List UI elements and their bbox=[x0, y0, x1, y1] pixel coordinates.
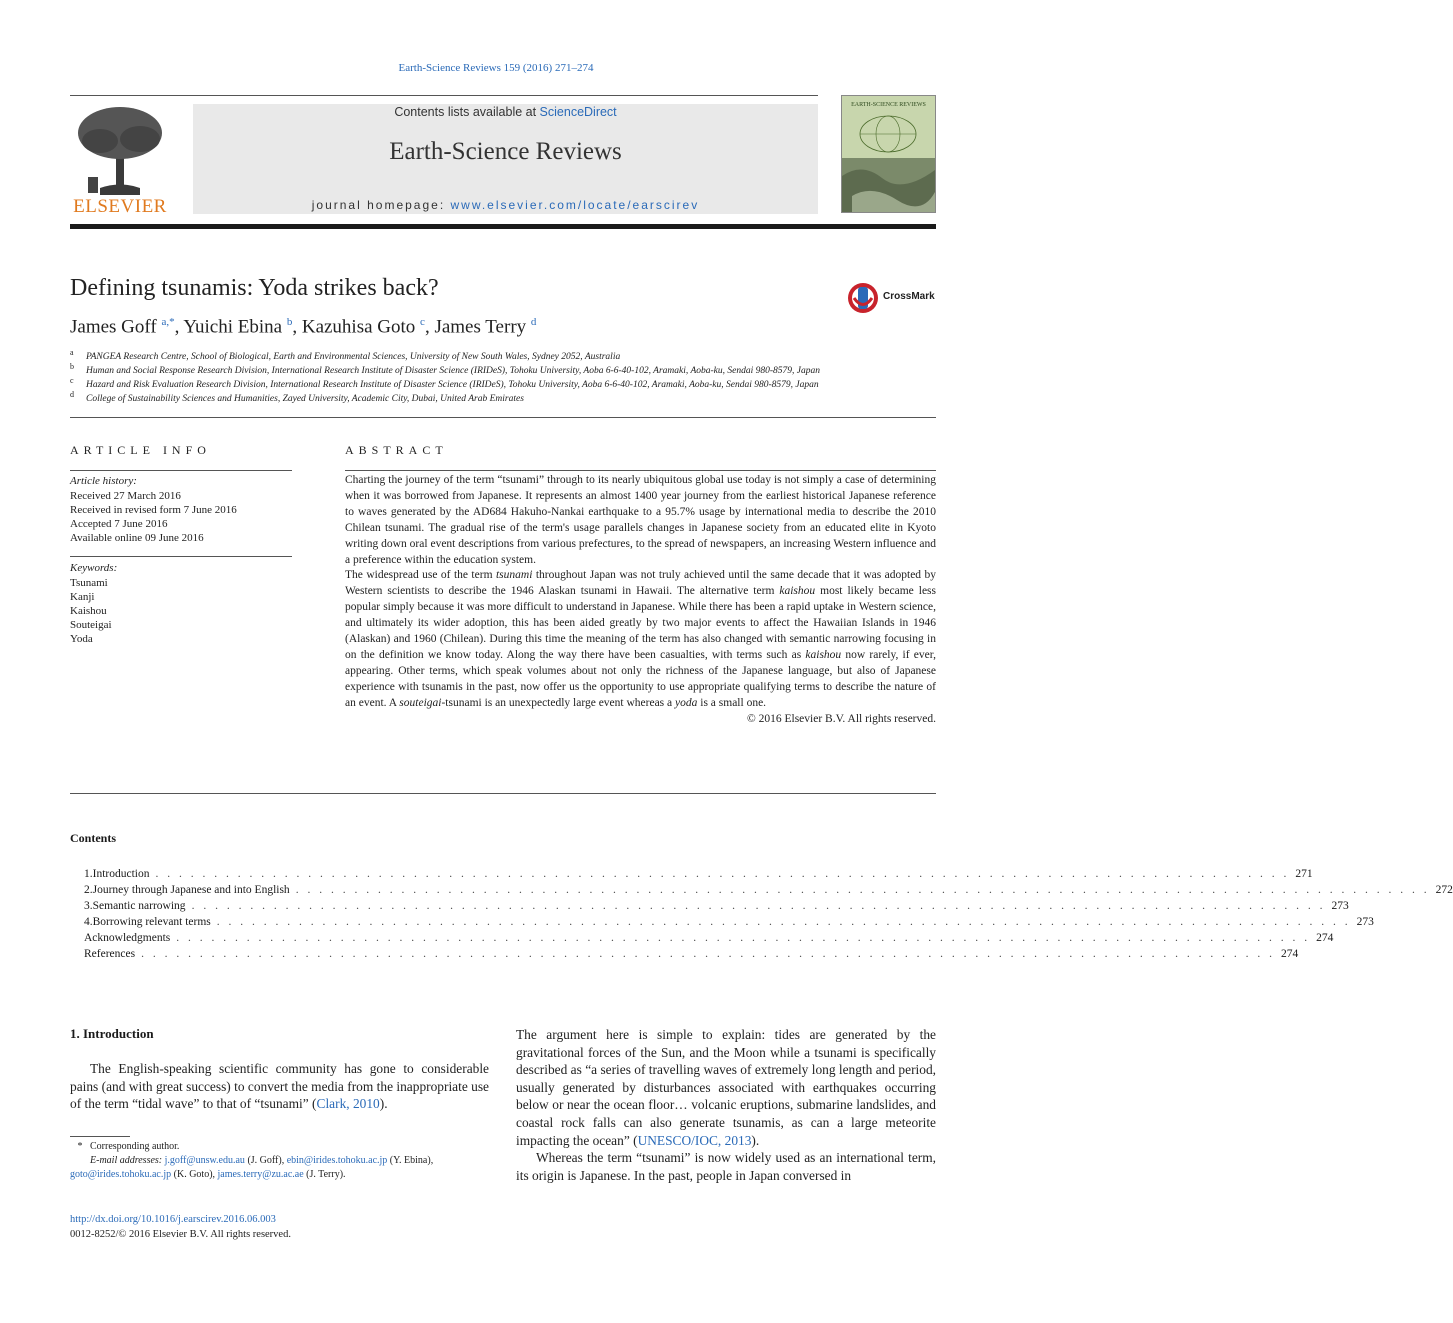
journal-cover-thumbnail[interactable] bbox=[841, 95, 936, 213]
affiliation bbox=[70, 348, 620, 362]
footnote-rule bbox=[70, 1136, 130, 1137]
affiliation-text: PANGEA Research Centre, School of Biological, Earth and Environmental Sciences, University of New South Wales, Sydney 2052, Australia bbox=[86, 352, 621, 363]
history-item: Available online 09 June 2016 bbox=[70, 532, 204, 544]
toc-label[interactable]: Semantic narrowing bbox=[92, 900, 186, 912]
globe-icon bbox=[842, 96, 935, 212]
citation-link[interactable]: Clark, 2010 bbox=[316, 1096, 380, 1112]
toc-number: 3. bbox=[84, 900, 93, 912]
article-history-heading: Article history: bbox=[70, 475, 137, 487]
email-addresses: E-mail addresses: j.goff@unsw.edu.au (J. Goff), ebin@irides.tohoku.ac.jp (Y. Ebina), bbox=[90, 1155, 434, 1166]
contents-available-line bbox=[193, 105, 818, 119]
email-link[interactable]: goto@irides.tohoku.ac.jp bbox=[70, 1169, 172, 1180]
body-column-right bbox=[516, 1026, 936, 1184]
history-item: Accepted 7 June 2016 bbox=[70, 518, 168, 530]
author-name[interactable]: James Terry bbox=[434, 316, 527, 338]
affiliation-mark: c bbox=[70, 376, 74, 385]
abstract-body bbox=[345, 473, 936, 728]
abstract-heading: ABSTRACT bbox=[345, 443, 448, 457]
author-name[interactable]: Kazuhisa Goto bbox=[301, 316, 416, 338]
toc-page: 271 bbox=[1295, 868, 1313, 880]
author-marks[interactable]: c bbox=[420, 316, 425, 328]
affiliation bbox=[70, 362, 820, 376]
toc-leader: . . . . . . . . . . . . . . . . . . . . . . . . . . . . . . . . . . . . . . . . . . . . . . . . . . . . . . . . . . . . . . . . . . . . . . . . . . . . . . . . . . . . . . . . . . . . . . . . . bbox=[176, 932, 1311, 944]
section-heading: 1. Introduction bbox=[70, 1026, 154, 1041]
toc-label[interactable]: Journey through Japanese and into English bbox=[92, 884, 290, 896]
toc-label[interactable]: References bbox=[84, 948, 136, 960]
affiliation bbox=[70, 390, 524, 404]
history-item: Received 27 March 2016 bbox=[70, 490, 181, 502]
email-link[interactable]: james.terry@zu.ac.ae bbox=[217, 1169, 304, 1180]
corresponding-author-note: * Corresponding author. bbox=[77, 1141, 180, 1152]
cover-title: EARTH-SCIENCE REVIEWS bbox=[851, 102, 926, 108]
copyright-notice: © 2016 Elsevier B.V. All rights reserved. bbox=[747, 712, 936, 725]
affiliation-text: College of Sustainability Sciences and Humanities, Zayed University, Academic City, Dubai, United Arab Emirates bbox=[86, 394, 524, 405]
toc-label[interactable]: Borrowing relevant terms bbox=[92, 916, 211, 928]
keywords-heading: Keywords: bbox=[70, 562, 118, 574]
author-name[interactable]: Yuichi Ebina bbox=[183, 316, 283, 338]
toc-entry[interactable] bbox=[84, 866, 1313, 882]
toc-page: 274 bbox=[1280, 948, 1299, 960]
journal-reference[interactable]: Earth-Science Reviews 159 (2016) 271–274 bbox=[398, 62, 594, 74]
author-marks[interactable]: b bbox=[286, 316, 293, 328]
email-link[interactable]: ebin@irides.tohoku.ac.jp bbox=[286, 1155, 388, 1166]
divider bbox=[70, 793, 936, 794]
toc-leader: . . . . . . . . . . . . . . . . . . . . . . . . . . . . . . . . . . . . . . . . . . . . . . . . . . . . . . . . . . . . . . . . . . . . . . . . . . . . . . . . . . . . . . . . . . . . . . . . . bbox=[216, 916, 1351, 928]
history-item: Received in revised form 7 June 2016 bbox=[70, 504, 237, 516]
toc-page: 274 bbox=[1316, 932, 1334, 944]
keyword: Kaishou bbox=[70, 605, 107, 617]
toc-entry[interactable] bbox=[84, 946, 1299, 962]
article-title: Defining tsunamis: Yoda strikes back? bbox=[70, 275, 439, 301]
issn-copyright: 0012-8252/© 2016 Elsevier B.V. All rights reserved. bbox=[70, 1229, 291, 1240]
affiliation-text: Human and Social Response Research Division, International Research Institute of Disaster Science (IRIDeS), Tohoku University, Aoba 6-6-40-102, Aramaki, Aoba-ku, Sendai 980-8579, Japan bbox=[86, 366, 821, 377]
header-thick-rule bbox=[70, 224, 936, 229]
journal-title: Earth-Science Reviews bbox=[389, 138, 622, 165]
affiliation-mark: a bbox=[70, 348, 74, 357]
homepage-link[interactable]: www.elsevier.com/locate/earscirev bbox=[450, 198, 700, 212]
email-addresses-cont: goto@irides.tohoku.ac.jp (K. Goto), james.terry@zu.ac.ae (J. Terry). bbox=[70, 1169, 346, 1180]
sciencedirect-link[interactable]: ScienceDirect bbox=[539, 105, 617, 119]
toc-number: 2. bbox=[84, 884, 93, 896]
toc-page: 273 bbox=[1356, 916, 1374, 928]
toc-entry[interactable] bbox=[84, 882, 1453, 898]
author-name[interactable]: James Goff bbox=[70, 316, 157, 338]
author-marks[interactable]: d bbox=[530, 316, 537, 328]
article-info-heading: ARTICLE INFO bbox=[70, 443, 211, 457]
toc-leader: . . . . . . . . . . . . . . . . . . . . . . . . . . . . . . . . . . . . . . . . . . . . . . . . . . . . . . . . . . . . . . . . . . . . . . . . . . . . . . . . . . . . . . . . . . . . . . . . . bbox=[155, 868, 1290, 880]
abstract-paragraph: Charting the journey of the term “tsunami” through to its nearly ubiquitous global use today is not simply a case of determining when it was borrowed from Japanese. It represents an almost 1400 year journey from the earliest historical Japanese reference to waves generated by the AD684 Hakuho-Nankai earthquake to a 95.7% usage by international media to describe the 2010 Chilean tsunami. The gradual rise of the term's usage parallels changes in Japanese society from an educated elite in Kyoto writing down oral event descriptions from various prefectures, to the spread of newspapers, an increasing Western influence and a preference within the education system. bbox=[345, 474, 936, 566]
keyword: Yoda bbox=[70, 633, 93, 645]
divider bbox=[70, 417, 936, 418]
body-paragraph: The English-speaking scientific community has gone to considerable pains (and with great success) to convert the media from the inappropriate use of the term “tidal wave” to that of “tsunami” (Clark, 2010). bbox=[70, 1061, 489, 1112]
toc-leader: . . . . . . . . . . . . . . . . . . . . . . . . . . . . . . . . . . . . . . . . . . . . . . . . . . . . . . . . . . . . . . . . . . . . . . . . . . . . . . . . . . . . . . . . . . . . . . . . . bbox=[141, 948, 1275, 960]
author-marks[interactable]: a,* bbox=[161, 316, 175, 328]
toc-number: 4. bbox=[84, 916, 93, 928]
keyword: Tsunami bbox=[70, 577, 108, 589]
body-paragraph: Whereas the term “tsunami” is now widely used as an international term, its origin is Japanese. In the past, people in Japan conversed in bbox=[516, 1150, 936, 1183]
keyword: Souteigai bbox=[70, 619, 112, 631]
affiliation-mark: b bbox=[70, 362, 74, 371]
author-list: James Goff $^{a,*}$, Yuichi Ebina $^b$, Kazuhisa Goto $^c$, James Terry $^d$ bbox=[70, 316, 537, 338]
divider bbox=[345, 470, 936, 471]
journal-homepage-line bbox=[193, 198, 818, 212]
toc-leader: . . . . . . . . . . . . . . . . . . . . . . . . . . . . . . . . . . . . . . . . . . . . . . . . . . . . . . . . . . . . . . . . . . . . . . . . . . . . . . . . . . . . . . . . . . . . . . . . . bbox=[191, 900, 1326, 912]
toc-label[interactable]: Acknowledgments bbox=[84, 932, 171, 944]
crossmark-label[interactable]: CrossMark bbox=[883, 291, 935, 302]
keyword: Kanji bbox=[70, 591, 95, 603]
toc-entry[interactable] bbox=[84, 930, 1334, 946]
affiliation bbox=[70, 376, 819, 390]
contents-prefix: Contents lists available at bbox=[394, 105, 540, 119]
divider bbox=[70, 470, 292, 471]
citation-link[interactable]: UNESCO/IOC, 2013 bbox=[637, 1132, 752, 1148]
crossmark-icon[interactable] bbox=[846, 281, 880, 315]
header-top-rule bbox=[70, 95, 818, 96]
abstract-paragraph: The widespread use of the term tsunami throughout Japan was not truly achieved until the same decade that it was adopted by Western scientists to describe the 1946 Alaskan tsunami in Hawaii. The alternative term kaishou most likely became less popular simply because it was more difficult to understand in Japanese. While there has been a rapid uptake in Western science, and ultimately its wider adoption, this has been aided greatly by two major events to affect the Hawaiian Islands in 1946 (Alaskan) and 1960 (Chilean). During this time the meaning of the term has also changed with semantic narrowing focusing in on the definition we know today. Along the way there have been casualties, with terms such as kaishou now rarely, if ever, appearing. Other terms, which speak volumes about not only the richness of the Japanese language, but also of Japanese experience with tsunamis in the past, now offer us the opportunity to use appropriate qualifying terms to describe the nature of an event. A souteigai-tsunami is an unexpectedly large event whereas a yoda is a small one. bbox=[345, 569, 937, 709]
toc-label[interactable]: Introduction bbox=[92, 868, 150, 880]
email-link[interactable]: j.goff@unsw.edu.au bbox=[164, 1155, 245, 1166]
affiliation-mark: d bbox=[70, 390, 74, 399]
toc-entry[interactable] bbox=[84, 914, 1374, 930]
toc-entry[interactable] bbox=[84, 898, 1349, 914]
toc-page: 273 bbox=[1331, 900, 1349, 912]
divider bbox=[70, 556, 292, 557]
contents-heading: Contents bbox=[70, 831, 117, 845]
doi-link[interactable]: http://dx.doi.org/10.1016/j.earscirev.2016.06.003 bbox=[70, 1214, 276, 1225]
toc-page: 272 bbox=[1435, 884, 1453, 896]
toc-leader: . . . . . . . . . . . . . . . . . . . . . . . . . . . . . . . . . . . . . . . . . . . . . . . . . . . . . . . . . . . . . . . . . . . . . . . . . . . . . . . . . . . . . . . . . . . . . . . . . bbox=[295, 884, 1430, 896]
body-paragraph: The argument here is simple to explain: tides are generated by the gravitational forces of the Sun, and the Moon while a tsunami is specifically described as “a series of travelling waves of extremely long length and period, usually generated by disturbances associated with earthquakes occurring below or near the ocean floor… volcanic eruptions, submarine landslides, and coastal rock falls can also generate tsunamis, as can a large meteorite impacting the ocean” (UNESCO/IOC, 2013). bbox=[516, 1027, 936, 1148]
affiliation-text: Hazard and Risk Evaluation Research Division, International Research Institute of Disaster Science (IRIDeS), Tohoku University, Aoba 6-6-40-102, Aramaki, Aoba-ku, Sendai 980-8579, Japan bbox=[86, 380, 819, 391]
toc-number: 1. bbox=[84, 868, 93, 880]
elsevier-wordmark: ELSEVIER bbox=[73, 196, 167, 217]
homepage-prefix: journal homepage: bbox=[311, 198, 451, 212]
